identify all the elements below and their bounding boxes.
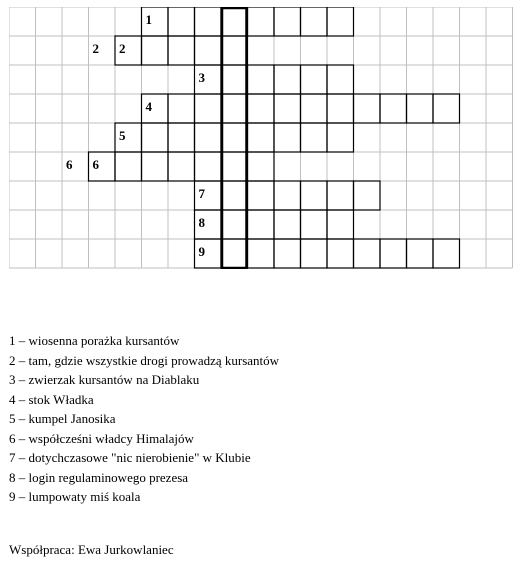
answer-cell (142, 36, 169, 65)
clue-9: 9 – lumpowaty miś koala (9, 489, 141, 504)
clue-list (9, 331, 279, 507)
answer-cell (433, 94, 460, 123)
answer-cell (195, 7, 222, 36)
answer-cell (407, 94, 434, 123)
answer-cell (274, 181, 301, 210)
answer-cell (327, 65, 354, 94)
answer-cell (221, 181, 248, 210)
answer-cell (168, 36, 195, 65)
answer-cell (380, 239, 407, 268)
answer-cell (115, 152, 142, 181)
answer-cell (274, 7, 301, 36)
answer-cell (248, 239, 275, 268)
answer-cell (327, 210, 354, 239)
answer-cell (354, 181, 381, 210)
answer-cell (301, 181, 328, 210)
answer-cell (433, 239, 460, 268)
answer-cell (221, 210, 248, 239)
answer-cell (248, 123, 275, 152)
answer-cell (274, 94, 301, 123)
clue-3: 3 – zwierzak kursantów na Diablaku (9, 372, 200, 387)
answer-cell (301, 123, 328, 152)
clue-number-outside: 6 (66, 157, 73, 172)
clue-4: 4 – stok Władka (9, 391, 94, 407)
answer-cell (274, 123, 301, 152)
answer-cell (274, 65, 301, 94)
answer-cell (221, 152, 248, 181)
clue-6: 6 – współcześni władcy Himalajów (9, 430, 194, 446)
clue-number: 9 (198, 244, 205, 259)
answer-cell (248, 94, 275, 123)
answer-cell (327, 181, 354, 210)
answer-cell (274, 210, 301, 239)
answer-cell (168, 7, 195, 36)
clue-number: 5 (119, 128, 126, 143)
answer-cell (248, 65, 275, 94)
clue-8: 8 – login regulaminowego prezesa (9, 469, 189, 485)
answer-cell (195, 152, 222, 181)
clue-number: 8 (198, 215, 205, 230)
answer-cell (301, 239, 328, 268)
answer-cell (221, 123, 248, 152)
answer-cell (168, 123, 195, 152)
answer-cell (327, 7, 354, 36)
answer-cell (327, 239, 354, 268)
credit-line: Współpraca: Ewa Jurkowlaniec (9, 542, 174, 557)
clue-number: 1 (145, 12, 152, 27)
answer-cell (248, 152, 275, 181)
clue-2: 2 – tam, gdzie wszystkie drogi prowadzą kursantów (9, 352, 280, 368)
crossword-grid (9, 7, 513, 269)
clue-number: 3 (198, 70, 205, 85)
answer-cell (248, 210, 275, 239)
answer-cell (301, 210, 328, 239)
answer-cell (354, 94, 381, 123)
clue-number: 6 (92, 157, 99, 172)
answer-cell (142, 152, 169, 181)
clue-number: 4 (145, 99, 152, 114)
clue-number: 7 (198, 186, 205, 201)
clue-number-labels (66, 12, 206, 259)
solution-column (222, 8, 247, 268)
background-grid (9, 7, 513, 268)
answer-cell (195, 123, 222, 152)
answer-cell (301, 94, 328, 123)
answer-cell (301, 65, 328, 94)
answer-cell (168, 152, 195, 181)
clue-number-outside: 2 (92, 41, 99, 56)
answer-cell (142, 123, 169, 152)
answer-cell (221, 65, 248, 94)
answer-cell (248, 181, 275, 210)
answer-cell (168, 94, 195, 123)
answer-cell (354, 239, 381, 268)
solution-column-border (222, 8, 247, 268)
answer-cell (407, 239, 434, 268)
answer-cell (221, 7, 248, 36)
clue-7: 7 – dotychczasowe "nic nierobienie" w Klubie (9, 450, 251, 465)
answer-cell (327, 94, 354, 123)
clue-5: 5 – kumpel Janosika (9, 411, 116, 426)
answer-cell (274, 239, 301, 268)
answer-cell (221, 36, 248, 65)
clue-1: 1 – wiosenna porażka kursantów (9, 333, 180, 348)
answer-cell (195, 36, 222, 65)
answer-cell (195, 94, 222, 123)
clue-number: 2 (119, 41, 126, 56)
answer-cell (301, 7, 328, 36)
answer-cell (327, 123, 354, 152)
answer-cell (380, 94, 407, 123)
answer-cell (221, 94, 248, 123)
answer-cell (221, 239, 248, 268)
answer-cell (248, 7, 275, 36)
